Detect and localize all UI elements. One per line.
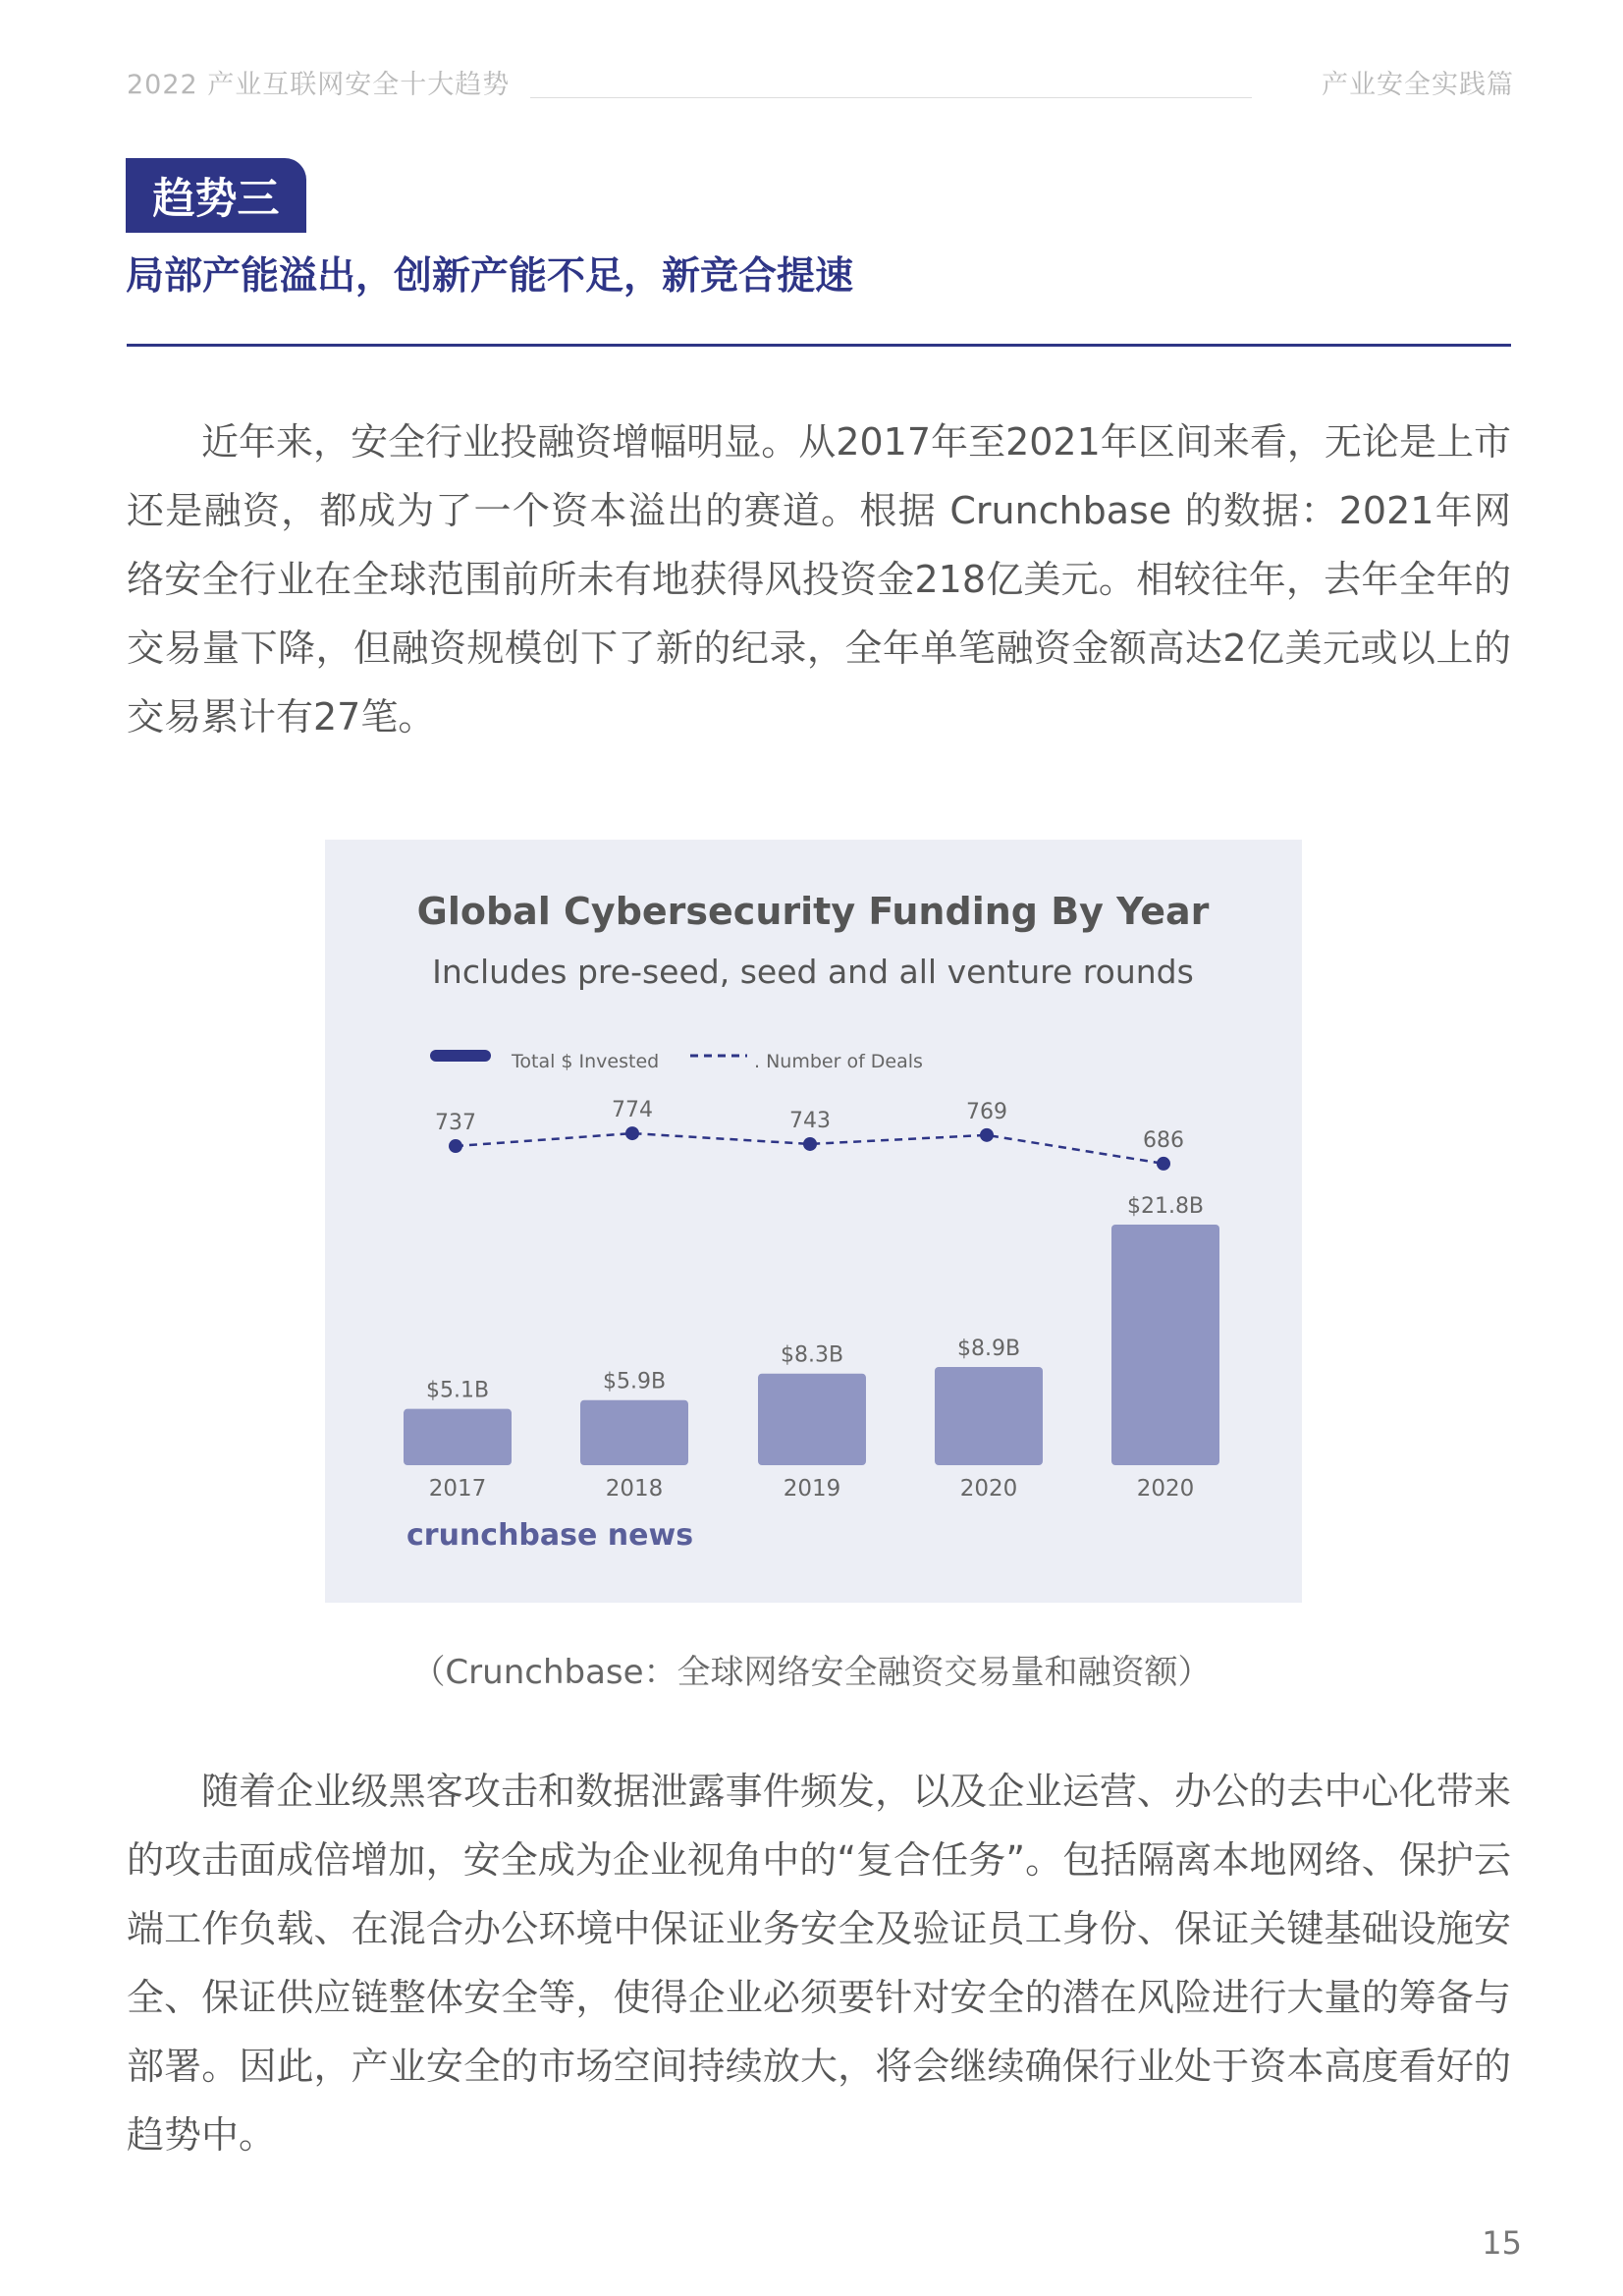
bar-0 bbox=[404, 1409, 512, 1465]
deals-value-label: 743 bbox=[789, 1108, 831, 1133]
deals-point-0 bbox=[449, 1139, 462, 1153]
deals-value-label: 769 bbox=[966, 1099, 1007, 1124]
bar-4 bbox=[1111, 1225, 1219, 1465]
chart-legend bbox=[430, 1050, 923, 1072]
header-divider bbox=[530, 97, 1252, 98]
bar-3 bbox=[935, 1367, 1043, 1465]
deals-point-3 bbox=[980, 1128, 994, 1142]
bar-2 bbox=[758, 1374, 866, 1465]
bar-value-label: $5.1B bbox=[425, 1378, 490, 1403]
deals-point-2 bbox=[803, 1137, 817, 1151]
trend-tag: 趋势三 bbox=[126, 158, 306, 233]
chart-caption: （Crunchbase：全球网络安全融资交易量和融资额） bbox=[411, 1653, 1212, 1692]
paragraph-1: 近年来，安全行业投融资增幅明显。从2017年至2021年区间来看，无论是上市还是融资，都成为了一个资本溢出的赛道。根据 Crunchbase 的数据：2021年网络安全行业在全球范围前所未有地获得风投资金218亿美元。相较往年，去年全年的交易量下降，但融资规模创下了新的纪录，全年单笔融资金额高达2亿美元或以上的交易累计有27笔。 bbox=[127, 420, 1511, 738]
bar-value-label: $8.3B bbox=[780, 1342, 844, 1368]
chart-svg bbox=[325, 840, 1302, 1603]
x-tick-label: 2020 bbox=[959, 1476, 1018, 1502]
bar-value-label: $5.9B bbox=[602, 1369, 667, 1394]
funding-chart bbox=[325, 840, 1302, 1603]
x-tick-label: 2018 bbox=[605, 1476, 664, 1502]
paragraph-2: 随着企业级黑客攻击和数据泄露事件频发，以及企业运营、办公的去中心化带来的攻击面成倍增加，安全成为企业视角中的“复合任务”。包括隔离本地网络、保护云端工作负载、在混合办公环境中保证业务安全及验证员工身份、保证关键基础设施安全、保证供应链整体安全等，使得企业必须要针对安全的潜在风险进行大量的筹备与部署。因此，产业安全的市场空间持续放大，将会继续确保行业处于资本高度看好的趋势中。 bbox=[127, 1770, 1511, 2157]
section-subtitle: 局部产能溢出，创新产能不足，新竞合提速 bbox=[126, 254, 854, 299]
chart-title: Global Cybersecurity Funding By Year bbox=[416, 890, 1210, 933]
x-tick-label: 2019 bbox=[783, 1476, 841, 1502]
deals-value-label: 737 bbox=[435, 1111, 476, 1136]
page-number: 15 bbox=[1482, 2224, 1522, 2262]
deals-value-label: 774 bbox=[612, 1098, 653, 1123]
bar-value-label: $21.8B bbox=[1126, 1194, 1205, 1219]
legend-label-total-invested: Total $ Invested bbox=[512, 1051, 660, 1072]
legend-label-deals: . Number of Deals bbox=[754, 1051, 923, 1072]
title-divider bbox=[127, 344, 1511, 347]
x-tick-label: 2017 bbox=[428, 1476, 487, 1502]
chart-subtitle: Includes pre-seed, seed and all venture rounds bbox=[432, 953, 1194, 991]
bars-layer bbox=[404, 1194, 1219, 1502]
header-right-title: 产业安全实践篇 bbox=[1322, 70, 1514, 100]
legend-swatch-total-invested bbox=[430, 1050, 491, 1062]
chart-source-logo: crunchbase news bbox=[406, 1518, 694, 1553]
deals-point-1 bbox=[625, 1126, 639, 1140]
header-left-title: 2022 产业互联网安全十大趋势 bbox=[127, 70, 511, 100]
x-tick-label: 2020 bbox=[1136, 1476, 1195, 1502]
bar-1 bbox=[580, 1400, 688, 1465]
deals-line-layer bbox=[435, 1098, 1184, 1171]
deals-point-4 bbox=[1157, 1157, 1170, 1171]
deals-value-label: 686 bbox=[1143, 1127, 1184, 1153]
bar-value-label: $8.9B bbox=[956, 1336, 1021, 1361]
